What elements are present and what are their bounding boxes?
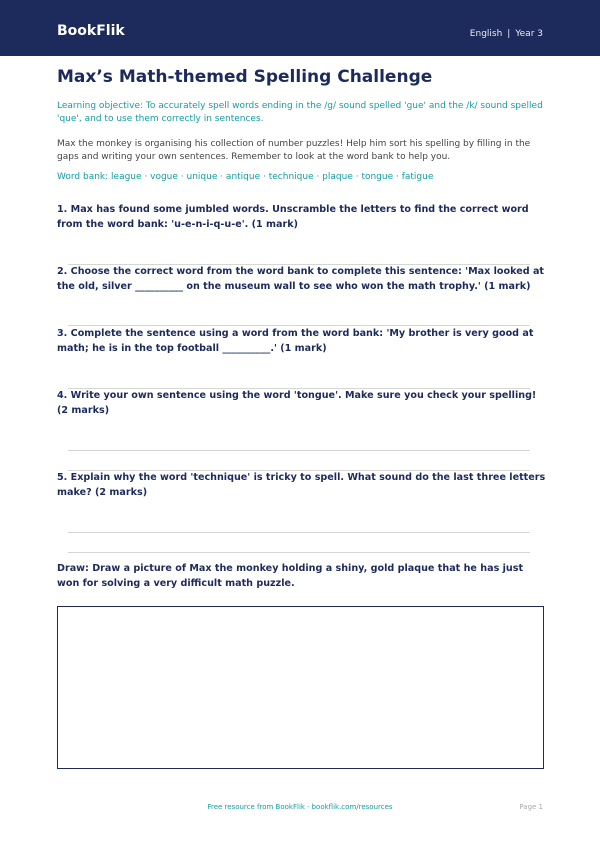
answer-line[interactable] (68, 552, 530, 553)
year-label: Year 3 (515, 29, 543, 39)
question-1: 1. Max has found some jumbled words. Unscramble the letters to find the correct word from the word bank: 'u-e-n-i-q-u-e'. (1 mark) (57, 204, 529, 230)
subject-label: English (469, 29, 503, 39)
intro-text: Max the monkey is organising his collection of number puzzles! Help him sort his spelling by filling in the gaps and writing your own sentences. Remember to look at the word bank to help you. (57, 139, 531, 162)
subject-year-label (470, 28, 543, 40)
drawing-box[interactable] (57, 606, 544, 769)
draw-task: Draw: Draw a picture of Max the monkey holding a shiny, gold plaque that he has just won for solving a very difficult math puzzle. (57, 563, 524, 589)
answer-line[interactable] (68, 532, 530, 533)
question-2: 2. Choose the correct word from the word bank to complete this sentence: 'Max looked at the old, silver __________ on the museum wall to see who won the math trophy.' (1 mark) (57, 266, 544, 292)
question-4: 4. Write your own sentence using the word 'tongue'. Make sure you check your spelling! (2 marks) (57, 390, 537, 416)
page-number: Page 1 (519, 803, 543, 811)
separator: | (507, 29, 511, 39)
page-header (0, 0, 600, 56)
learning-objective: Learning objective: To accurately spell words ending in the /g/ sound spelled 'gue' and the /k/ sound spelled 'que', and to use them correctly in sentences. (57, 101, 543, 124)
answer-line[interactable] (68, 450, 530, 451)
brand-logo-text: BookFlik (57, 23, 125, 39)
worksheet-title: Max’s Math-themed Spelling Challenge (57, 67, 433, 87)
word-bank: Word bank: league · vogue · unique · antique · technique · plaque · tongue · fatigue (57, 172, 434, 182)
footer-credit: Free resource from BookFlik · bookflik.com/resources (207, 803, 393, 811)
question-5: 5. Explain why the word 'technique' is tricky to spell. What sound do the last three letters make? (2 marks) (57, 472, 546, 498)
question-3: 3. Complete the sentence using a word from the word bank: 'My brother is very good at math; he is in the top football __________.' (1 mark) (57, 328, 534, 354)
